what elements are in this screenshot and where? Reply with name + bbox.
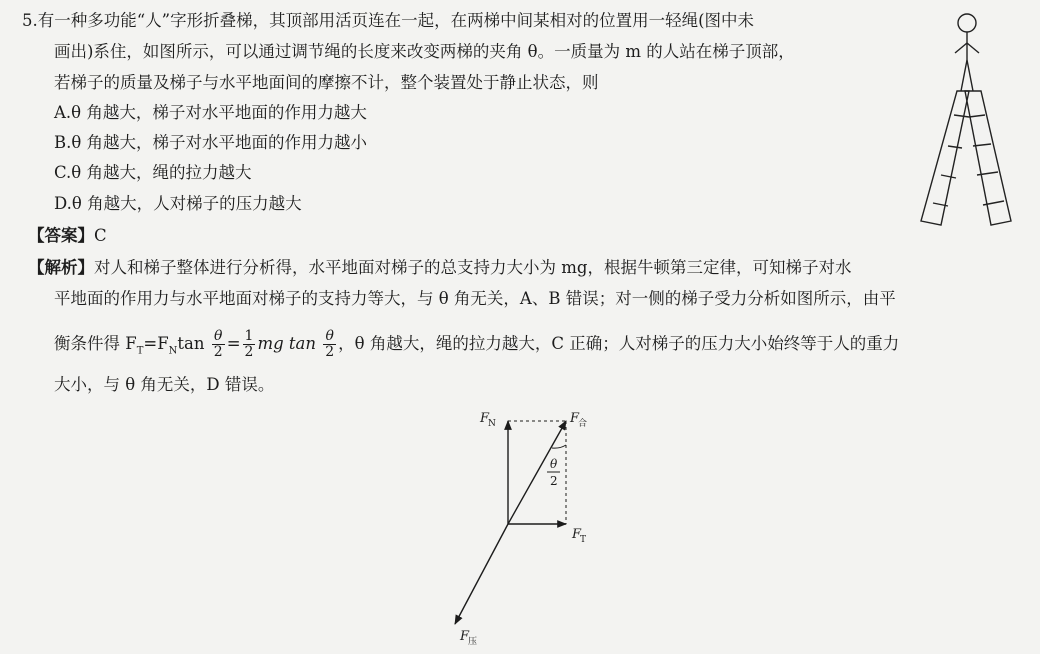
force-diagram xyxy=(440,402,680,652)
analysis-line-3 xyxy=(54,327,899,368)
eq-tan-1: tan xyxy=(177,334,205,353)
analysis-line-1 xyxy=(28,257,851,279)
angle-label-den: 2 xyxy=(550,474,558,488)
label-fhe: F xyxy=(570,411,580,426)
option-c: C.θ 角越大，绳的拉力越大 xyxy=(54,163,252,182)
eq-sub-n: N xyxy=(168,345,178,357)
label-fn-sub: N xyxy=(488,419,496,429)
force-arrow-fya xyxy=(455,524,508,624)
analysis-text-1: 对人和梯子整体进行分析得，水平地面对梯子的总支持力大小为 mg，根据牛顿第三定律，可知梯子对水 xyxy=(94,258,852,277)
analysis-line-2: 平地面的作用力与水平地面对梯子的支持力等大，与 θ 角无关，A、B 错误；对一侧的梯子受力分析如图所示，由平 xyxy=(54,289,896,308)
eq-text-pre: 衡条件得 F xyxy=(54,334,137,353)
analysis-line-4: 大小，与 θ 角无关，D 错误。 xyxy=(54,375,275,394)
answer-row xyxy=(28,225,107,247)
label-fya: F xyxy=(460,629,470,644)
label-ft-sub: T xyxy=(580,535,587,545)
eq-mg-tan: mg tan xyxy=(257,334,316,353)
label-fhe-sub: 合 xyxy=(578,419,588,429)
label-fya-sub: 压 xyxy=(468,637,478,647)
label-ft: F xyxy=(572,527,582,542)
analysis-text-3-post: ，θ 角越大，绳的拉力越大，C 正确；人对梯子的压力大小始终等于人的重力 xyxy=(338,334,900,353)
answer-label: 【答案】 xyxy=(28,226,94,245)
ladder-figure xyxy=(905,5,1025,235)
analysis-label: 【解析】 xyxy=(28,258,94,277)
fraction-theta-half-2: $\frac{\theta}{2}$ xyxy=(325,328,335,360)
angle-label-num: θ xyxy=(550,457,558,471)
question-line-1: 5.有一种多功能“人”字形折叠梯，其顶部用活页连在一起，在两梯中间某相对的位置用一轻绳(图中未 xyxy=(22,11,755,30)
question-line-2: 画出)系住，如图所示，可以通过调节绳的长度来改变两梯的夹角 θ。一质量为 m 的人站在梯子顶部， xyxy=(54,42,795,61)
question-line-3: 若梯子的质量及梯子与水平地面间的摩擦不计，整个装置处于静止状态，则 xyxy=(54,73,599,92)
eq-sub-t: T xyxy=(136,345,144,357)
eq-text-1: =F xyxy=(143,334,169,353)
label-fn: F xyxy=(480,411,490,426)
option-d: D.θ 角越大，人对梯子的压力越大 xyxy=(54,194,302,213)
right-ladder xyxy=(965,91,1011,225)
eq-text-2: = xyxy=(226,334,241,353)
option-b: B.θ 角越大，梯子对水平地面的作用力越小 xyxy=(54,133,368,152)
fraction-one-half: $\frac{1}{2}$ xyxy=(244,328,254,360)
fraction-theta-half-1: $\frac{\theta}{2}$ xyxy=(213,328,223,360)
person-head-icon xyxy=(958,14,976,32)
option-a: A.θ 角越大，梯子对水平地面的作用力越大 xyxy=(54,103,367,122)
answer-value: C xyxy=(94,226,107,245)
